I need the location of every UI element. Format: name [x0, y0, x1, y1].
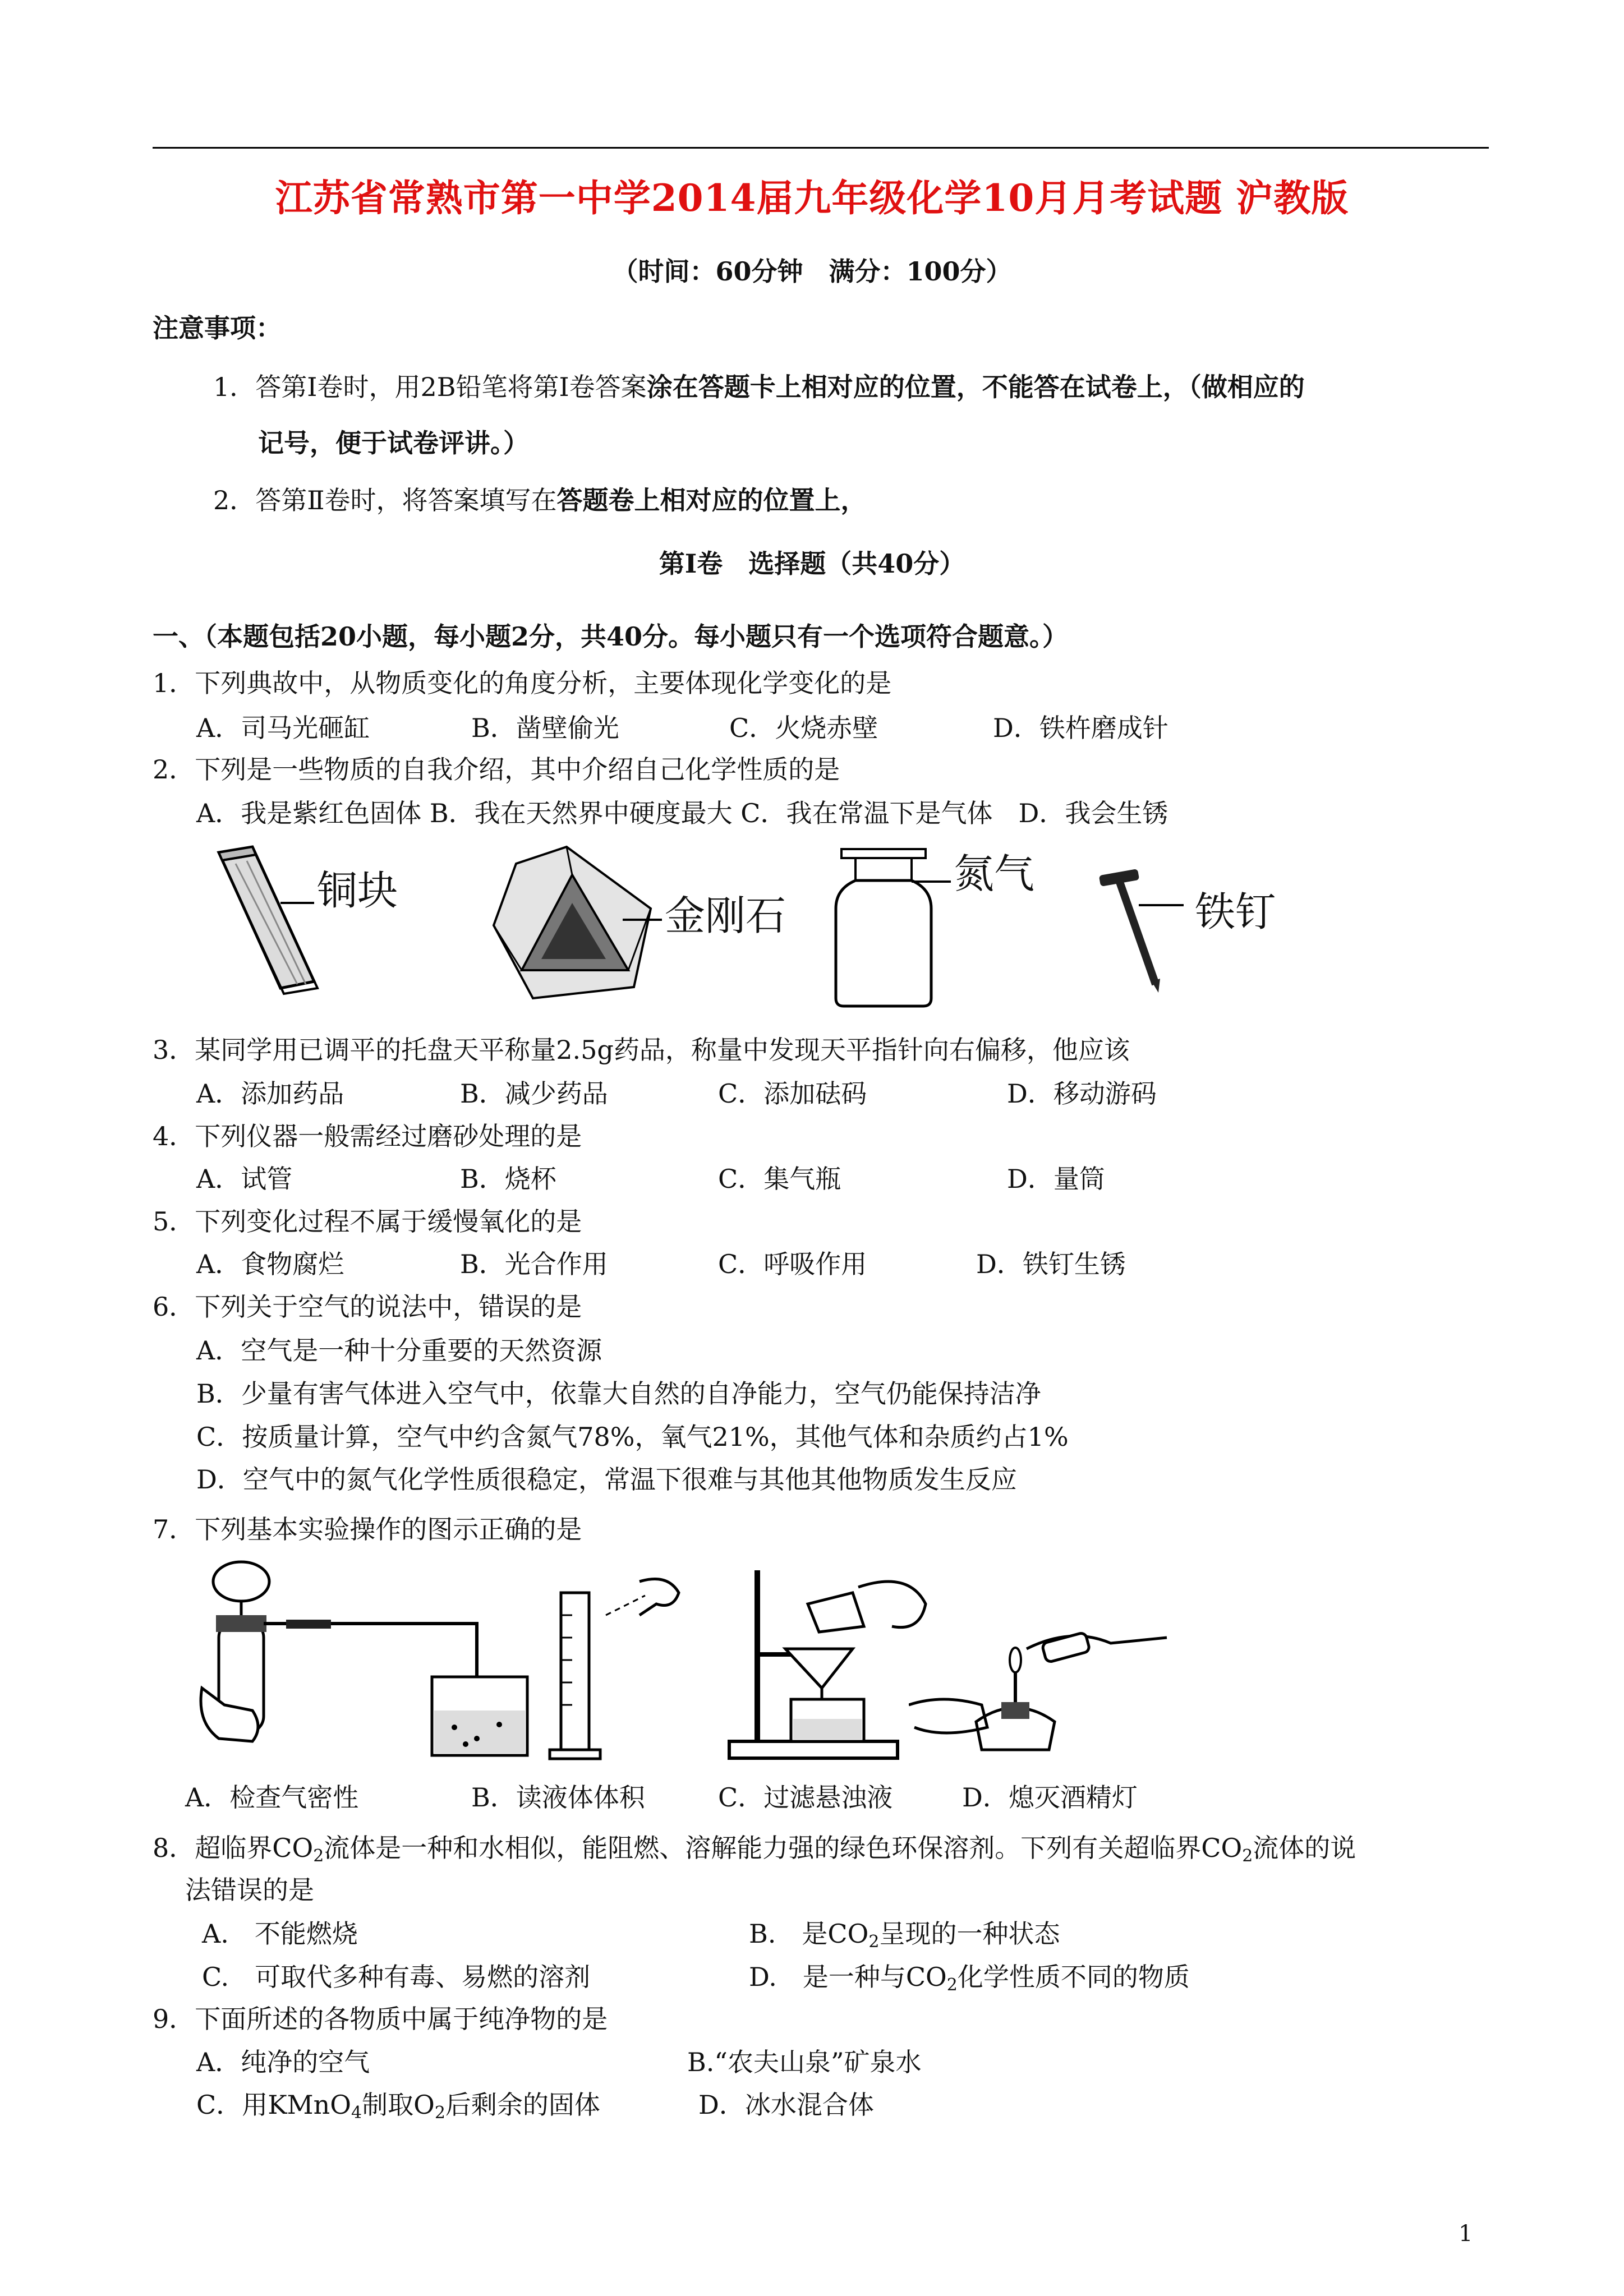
q7-option-d: D．熄灭酒精灯 [962, 1782, 1138, 1813]
notice-item-2-bold: 答题卷上相对应的位置上， [556, 485, 867, 515]
q4-option-c: C．集气瓶 [718, 1164, 841, 1194]
q8-option-c: C. 可取代多种有毒、易燃的溶剂 [202, 1962, 591, 1992]
q1-option-c: C．火烧赤壁 [729, 713, 878, 743]
q5-option-a: A．食物腐烂 [196, 1249, 344, 1279]
q8-option-b-part-1: B. 是CO [749, 1919, 869, 1949]
q8-option-d-part-2: 化学性质不同的物质 [957, 1962, 1190, 1992]
notice-item-2-plain: 2．答第Ⅱ卷时，将答案填写在 [213, 485, 557, 515]
diamond-figure [482, 841, 668, 1004]
q2-stem: 2．下列是一些物质的自我介绍，其中介绍自己化学性质的是 [153, 754, 840, 785]
q8-subscript-1: 2 [313, 1846, 324, 1866]
q1-stem: 1．下列典故中，从物质变化的角度分析，主要体现化学变化的是 [153, 668, 892, 698]
q8-stem [153, 1831, 1356, 1873]
q4-stem: 4．下列仪器一般需经过磨砂处理的是 [153, 1121, 582, 1151]
copper-block-leader [280, 902, 314, 904]
q8-stem-part-2: 流体是一种和水相似，能阻燃、溶解能力强的绿色环保溶剂。下列有关超临界CO [324, 1833, 1243, 1863]
gas-jar-figure [830, 847, 937, 1009]
q8-stem-part-1: 8．超临界CO [153, 1833, 314, 1863]
label-iron-nail: 铁钉 [1195, 888, 1276, 935]
q6-stem: 6．下列关于空气的说法中，错误的是 [153, 1292, 582, 1322]
copper-block-figure [202, 841, 337, 998]
iron-nail-leader [1139, 904, 1184, 906]
extinguish-lamp-figure [909, 1615, 1172, 1761]
q5-option-c: C．呼吸作用 [718, 1249, 867, 1279]
header-rule [153, 147, 1489, 149]
q8-option-b [749, 1917, 1060, 1959]
notice-item-2 [213, 483, 867, 517]
q3-stem: 3．某同学用已调平的托盘天平称量2.5g药品，称量中发现天平指针向右偏移，他应该 [153, 1035, 1130, 1065]
q5-stem: 5．下列变化过程不属于缓慢氧化的是 [153, 1206, 582, 1237]
label-nitrogen: 氮气 [954, 850, 1035, 897]
label-diamond: 金刚石 [665, 892, 786, 939]
q3-option-b: B．减少药品 [460, 1078, 608, 1109]
q1-option-b: B．凿壁偷光 [471, 713, 619, 743]
q6-option-b: B．少量有害气体进入空气中，依靠大自然的自净能力，空气仍能保持洁净 [196, 1378, 1041, 1409]
read-volume-figure [539, 1570, 707, 1761]
q5-option-d: D．铁钉生锈 [976, 1249, 1126, 1279]
q9-option-b: B.“农夫山泉”矿泉水 [687, 2047, 922, 2077]
q8-option-d-subscript: 2 [946, 1975, 958, 1995]
part1-heading: 第Ⅰ卷 选择题（共40分） [659, 548, 965, 579]
gas-jar-leader [912, 880, 951, 883]
q2-options: A．我是紫红色固体 B．我在天然界中硬度最大 C．我在常温下是气体 D．我会生锈 [196, 798, 1168, 828]
q8-option-d-part-1: D. 是一种与CO [749, 1962, 947, 1992]
q9-option-c-part-3: 后剩余的固体 [445, 2090, 600, 2120]
q8-option-b-subscript: 2 [868, 1932, 880, 1952]
q9-option-c [196, 2088, 600, 2130]
q9-option-c-part-2: 制取O [362, 2090, 435, 2120]
page-number: 1 [1459, 2221, 1473, 2247]
q6-option-c: C．按质量计算，空气中约含氮气78%，氧气21%，其他气体和杂质约占1% [196, 1422, 1069, 1452]
q6-option-a: A．空气是一种十分重要的天然资源 [196, 1335, 602, 1366]
notice-item-1-cont: 记号，便于试卷评讲。） [258, 428, 529, 458]
q4-option-a: A．试管 [196, 1164, 293, 1194]
notice-heading: 注意事项： [153, 313, 282, 343]
q8-option-d [749, 1960, 1190, 2002]
q9-option-c-part-1: C．用KMnO [196, 2090, 351, 2120]
label-copper-block: 铜块 [317, 867, 398, 914]
q8-subscript-2: 2 [1242, 1846, 1253, 1866]
exam-time-score: （时间：60分钟 满分：100分） [612, 256, 1012, 287]
q9-stem: 9．下面所述的各物质中属于纯净物的是 [153, 2004, 608, 2034]
iron-nail-figure [1094, 866, 1206, 995]
q7-stem: 7．下列基本实验操作的图示正确的是 [153, 1514, 582, 1545]
q9-option-a: A．纯净的空气 [196, 2047, 370, 2077]
q5-option-b: B．光合作用 [460, 1249, 608, 1279]
notice-item-1-bold: 涂在答题卡上相对应的位置，不能答在试卷上，（做相应的 [646, 372, 1305, 402]
section-one-instructions: 一、（本题包括20小题，每小题2分，共40分。每小题只有一个选项符合题意。） [153, 621, 1069, 652]
q1-option-d: D．铁杵磨成针 [993, 713, 1168, 743]
q7-option-b: B．读液体体积 [471, 1782, 645, 1813]
page-title: 江苏省常熟市第一中学2014届九年级化学10月月考试题 沪教版 [275, 176, 1349, 220]
q1-option-a: A．司马光砸缸 [196, 713, 370, 743]
q4-option-b: B．烧杯 [460, 1164, 556, 1194]
q4-option-d: D．量筒 [1007, 1164, 1105, 1194]
q8-option-b-part-2: 呈现的一种状态 [879, 1919, 1060, 1949]
diamond-leader [623, 919, 662, 921]
q7-option-c: C．过滤悬浊液 [718, 1782, 893, 1813]
q6-option-d: D．空气中的氮气化学性质很稳定，常温下很难与其他其他物质发生反应 [196, 1464, 1017, 1495]
q9-option-c-subscript-1: 4 [351, 2103, 362, 2123]
q3-option-a: A．添加药品 [196, 1078, 344, 1109]
q8-stem-cont: 法错误的是 [185, 1875, 314, 1905]
q3-option-c: C．添加砝码 [718, 1078, 867, 1109]
airtightness-check-figure [185, 1559, 544, 1761]
q7-option-a: A．检查气密性 [185, 1782, 359, 1813]
q8-stem-part-3: 流体的说 [1253, 1833, 1356, 1863]
q9-option-d: D．冰水混合体 [698, 2090, 874, 2120]
notice-item-1-plain: 1．答第Ⅰ卷时，用2B铅笔将第Ⅰ卷答案 [213, 372, 647, 402]
q8-option-a: A. 不能燃烧 [202, 1919, 358, 1949]
q9-option-c-subscript-2: 2 [434, 2103, 445, 2123]
notice-item-1 [213, 370, 1305, 404]
q3-option-d: D．移动游码 [1007, 1078, 1157, 1109]
